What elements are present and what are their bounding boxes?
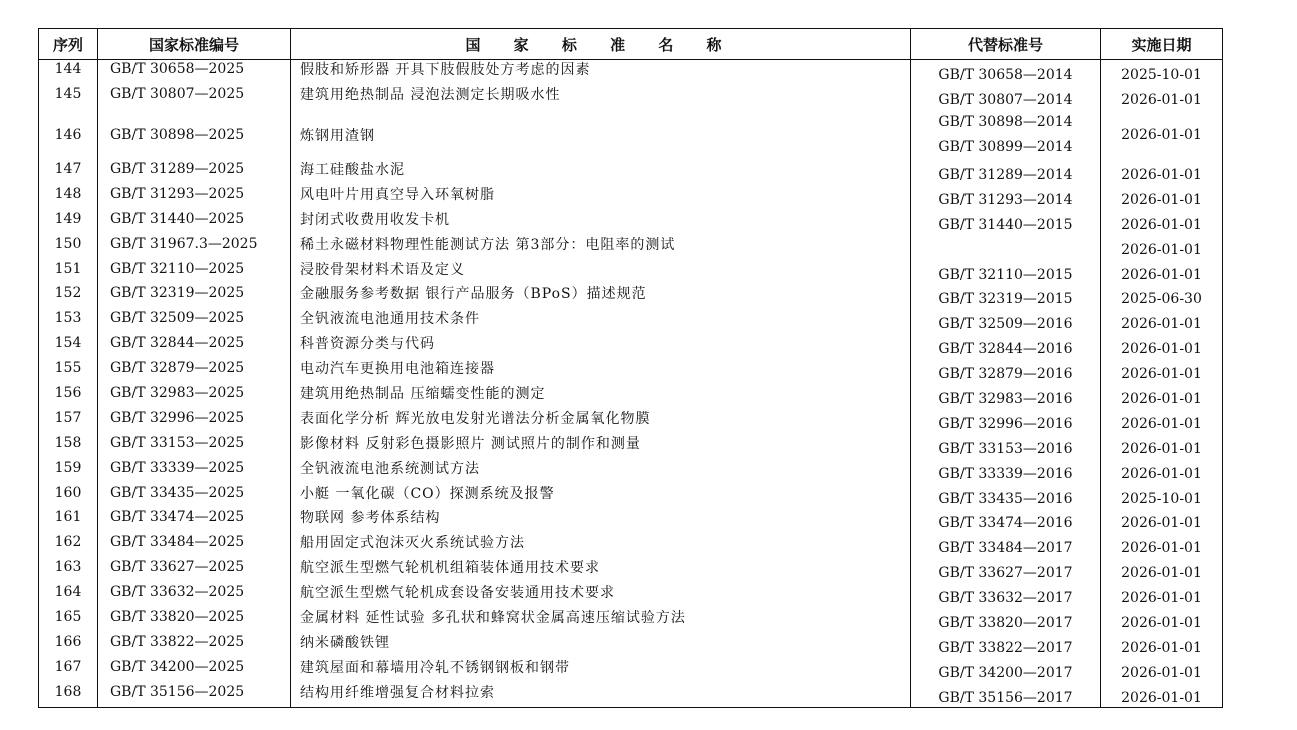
table-body <box>39 60 1223 708</box>
row-standard-name: 电动汽车更换用电池箱连接器 <box>300 361 495 378</box>
row-seq: 155 <box>54 360 82 377</box>
table-row <box>39 533 1223 558</box>
row-seq: 167 <box>54 658 82 675</box>
row-replaced-code: GB/T 32844—2016 <box>938 341 1073 358</box>
row-replaced-code: GB/T 35156—2017 <box>938 689 1073 706</box>
table-row <box>39 583 1223 608</box>
table-row <box>39 234 1223 259</box>
row-standard-code: GB/T 32509—2025 <box>110 310 245 327</box>
row-seq: 145 <box>54 86 82 103</box>
row-replaced-code: GB/T 34200—2017 <box>938 664 1073 681</box>
row-standard-name: 假肢和矫形器 开具下肢假肢处方考虑的因素 <box>300 62 591 79</box>
row-replaced-code: GB/T 33153—2016 <box>938 440 1073 457</box>
row-effective-date: 2026-01-01 <box>1121 216 1202 233</box>
row-seq: 163 <box>54 559 82 576</box>
row-standard-name: 航空派生型燃气轮机机组箱装体通用技术要求 <box>300 560 600 577</box>
standards-table <box>38 28 1223 708</box>
row-standard-code: GB/T 33153—2025 <box>110 434 245 451</box>
row-seq: 153 <box>54 310 82 327</box>
row-standard-code: GB/T 30898—2025 <box>110 126 245 143</box>
row-standard-name: 炼钢用渣钢 <box>300 127 375 144</box>
row-standard-name: 风电叶片用真空导入环氧树脂 <box>300 186 495 203</box>
row-standard-code: GB/T 35156—2025 <box>110 683 245 700</box>
row-standard-code: GB/T 32996—2025 <box>110 409 245 426</box>
row-replaced-code: GB/T 31440—2015 <box>938 216 1073 233</box>
table-row <box>39 284 1223 309</box>
row-standard-name: 金融服务参考数据 银行产品服务（BPoS）描述规范 <box>300 286 647 303</box>
row-replaced-code: GB/T 33820—2017 <box>938 615 1073 632</box>
row-standard-name: 稀土永磁材料物理性能测试方法 第3部分：电阻率的测试 <box>300 236 676 253</box>
row-standard-name: 航空派生型燃气轮机成套设备安装通用技术要求 <box>300 585 615 602</box>
row-seq: 160 <box>54 484 82 501</box>
row-effective-date: 2026-01-01 <box>1121 316 1202 333</box>
row-standard-code: GB/T 32110—2025 <box>110 260 245 277</box>
row-standard-code: GB/T 32319—2025 <box>110 285 245 302</box>
row-standard-code: GB/T 33484—2025 <box>110 534 245 551</box>
row-seq: 144 <box>54 61 82 78</box>
row-standard-name: 表面化学分析 辉光放电发射光谱法分析金属氧化物膜 <box>300 410 651 427</box>
row-standard-name: 全钒液流电池系统测试方法 <box>300 460 480 477</box>
row-replaced-code: GB/T 33339—2016 <box>938 465 1073 482</box>
row-standard-name: 金属材料 延性试验 多孔状和蜂窝状金属高速压缩试验方法 <box>300 610 686 627</box>
table-row <box>39 334 1223 359</box>
row-replaced-code: GB/T 32110—2015 <box>938 266 1073 283</box>
row-standard-code: GB/T 33474—2025 <box>110 509 245 526</box>
row-standard-name: 小艇 一氧化碳（CO）探测系统及报警 <box>300 485 555 502</box>
row-effective-date: 2026-01-01 <box>1121 415 1202 432</box>
table-row <box>39 184 1223 209</box>
row-seq: 157 <box>54 409 82 426</box>
row-seq: 156 <box>54 385 82 402</box>
table-row <box>39 160 1223 185</box>
row-effective-date: 2026-01-01 <box>1121 639 1202 656</box>
row-standard-code: GB/T 32844—2025 <box>110 335 245 352</box>
row-replaced-code: GB/T 32983—2016 <box>938 391 1073 408</box>
row-replaced-code: GB/T 33484—2017 <box>938 540 1073 557</box>
table-row <box>39 85 1223 110</box>
row-standard-name: 建筑用绝热制品 压缩蠕变性能的测定 <box>300 386 546 403</box>
row-effective-date: 2026-01-01 <box>1121 465 1202 482</box>
row-effective-date: 2026-01-01 <box>1121 266 1202 283</box>
table-row <box>39 682 1223 707</box>
row-standard-name: 物联网 参考体系结构 <box>300 510 441 527</box>
row-seq: 165 <box>54 609 82 626</box>
row-effective-date: 2026-01-01 <box>1121 241 1202 258</box>
row-standard-name: 建筑屋面和幕墙用冷轧不锈钢钢板和钢带 <box>300 659 570 676</box>
row-seq: 159 <box>54 459 82 476</box>
row-effective-date: 2026-01-01 <box>1121 366 1202 383</box>
table-row <box>39 259 1223 284</box>
row-seq: 149 <box>54 210 82 227</box>
row-seq: 166 <box>54 633 82 650</box>
row-seq: 154 <box>54 335 82 352</box>
row-effective-date: 2025-06-30 <box>1121 291 1202 308</box>
row-standard-code: GB/T 33820—2025 <box>110 609 245 626</box>
table-row <box>39 433 1223 458</box>
row-effective-date: 2026-01-01 <box>1121 191 1202 208</box>
row-standard-name: 建筑用绝热制品 浸泡法测定长期吸水性 <box>300 87 561 104</box>
row-seq: 161 <box>54 509 82 526</box>
table-row <box>39 657 1223 682</box>
row-standard-code: GB/T 33822—2025 <box>110 633 245 650</box>
row-standard-code: GB/T 32879—2025 <box>110 360 245 377</box>
row-standard-code: GB/T 33435—2025 <box>110 484 245 501</box>
table-row <box>39 508 1223 533</box>
header-name: 国 家 标 准 名 称 <box>291 29 911 60</box>
row-seq: 152 <box>54 285 82 302</box>
table-header <box>39 29 1223 60</box>
table-row <box>39 408 1223 433</box>
row-standard-code: GB/T 31967.3—2025 <box>110 235 258 252</box>
row-replaced-code: GB/T 31293—2014 <box>938 191 1073 208</box>
row-replaced-code: GB/T 30898—2014 <box>938 113 1073 130</box>
row-standard-name: 结构用纤维增强复合材料拉索 <box>300 684 495 701</box>
row-replaced-code: GB/T 32319—2015 <box>938 291 1073 308</box>
row-standard-code: GB/T 32983—2025 <box>110 385 245 402</box>
row-seq: 151 <box>54 260 82 277</box>
table-row <box>39 110 1223 160</box>
row-seq: 164 <box>54 584 82 601</box>
row-replaced-code: GB/T 31289—2014 <box>938 167 1073 183</box>
row-effective-date: 2026-01-01 <box>1121 341 1202 358</box>
row-seq: 162 <box>54 534 82 551</box>
row-replaced-code: GB/T 30658—2014 <box>938 67 1073 84</box>
row-standard-code: GB/T 33632—2025 <box>110 584 245 601</box>
row-replaced-code: GB/T 33474—2016 <box>938 515 1073 532</box>
row-standard-name: 封闭式收费用收发卡机 <box>300 211 450 228</box>
row-effective-date: 2026-01-01 <box>1121 689 1202 706</box>
row-standard-code: GB/T 31289—2025 <box>110 161 245 177</box>
header-seq: 序列 <box>39 29 98 60</box>
table-row <box>39 458 1223 483</box>
row-standard-name: 全钒液流电池通用技术条件 <box>300 311 480 328</box>
row-seq: 168 <box>54 683 82 700</box>
table-row <box>39 483 1223 508</box>
row-seq: 146 <box>54 126 82 143</box>
row-replaced-code: GB/T 32509—2016 <box>938 316 1073 333</box>
header-row <box>39 29 1223 60</box>
table-row <box>39 558 1223 583</box>
row-effective-date: 2026-01-01 <box>1121 565 1202 582</box>
row-effective-date: 2026-01-01 <box>1121 515 1202 532</box>
row-effective-date: 2025-10-01 <box>1121 490 1202 507</box>
header-replaced: 代替标准号 <box>911 29 1101 60</box>
table-row <box>39 384 1223 409</box>
row-seq: 147 <box>54 161 82 177</box>
row-replaced-code: GB/T 30899—2014 <box>938 138 1073 155</box>
row-effective-date: 2026-01-01 <box>1121 590 1202 607</box>
row-replaced-code: GB/T 33632—2017 <box>938 590 1073 607</box>
row-standard-name: 影像材料 反射彩色摄影照片 测试照片的制作和测量 <box>300 435 641 452</box>
row-seq: 148 <box>54 185 82 202</box>
row-effective-date: 2026-01-01 <box>1121 440 1202 457</box>
header-date: 实施日期 <box>1101 29 1223 60</box>
table-row <box>39 60 1223 85</box>
row-effective-date: 2026-01-01 <box>1121 540 1202 557</box>
row-replaced-code: GB/T 33435—2016 <box>938 490 1073 507</box>
row-seq: 150 <box>54 235 82 252</box>
row-effective-date: 2026-01-01 <box>1121 167 1202 183</box>
row-replaced-code: GB/T 33822—2017 <box>938 639 1073 656</box>
table-row <box>39 632 1223 657</box>
table-row <box>39 309 1223 334</box>
row-standard-name: 科普资源分类与代码 <box>300 336 435 353</box>
row-standard-name: 海工硅酸盐水泥 <box>300 162 405 178</box>
row-effective-date: 2026-01-01 <box>1121 615 1202 632</box>
row-standard-name: 纳米磷酸铁锂 <box>300 634 390 651</box>
row-seq: 158 <box>54 434 82 451</box>
table-row <box>39 359 1223 384</box>
row-standard-code: GB/T 30807—2025 <box>110 86 245 103</box>
row-effective-date: 2026-01-01 <box>1121 92 1202 109</box>
row-standard-code: GB/T 31293—2025 <box>110 185 245 202</box>
row-standard-name: 浸胶骨架材料术语及定义 <box>300 261 465 278</box>
row-standard-code: GB/T 30658—2025 <box>110 61 245 78</box>
row-effective-date: 2026-01-01 <box>1121 391 1202 408</box>
row-standard-code: GB/T 34200—2025 <box>110 658 245 675</box>
row-replaced-code: GB/T 33627—2017 <box>938 565 1073 582</box>
table-row <box>39 209 1223 234</box>
row-standard-code: GB/T 33627—2025 <box>110 559 245 576</box>
row-standard-name: 船用固定式泡沫灭火系统试验方法 <box>300 535 525 552</box>
row-standard-code: GB/T 31440—2025 <box>110 210 245 227</box>
row-replaced-code: GB/T 30807—2014 <box>938 92 1073 109</box>
table-row <box>39 608 1223 633</box>
row-effective-date: 2025-10-01 <box>1121 67 1202 84</box>
header-code: 国家标准编号 <box>98 29 291 60</box>
row-effective-date: 2026-01-01 <box>1121 664 1202 681</box>
row-replaced-code: GB/T 32879—2016 <box>938 366 1073 383</box>
row-effective-date: 2026-01-01 <box>1121 126 1202 143</box>
row-replaced-code: GB/T 32996—2016 <box>938 415 1073 432</box>
row-standard-code: GB/T 33339—2025 <box>110 459 245 476</box>
